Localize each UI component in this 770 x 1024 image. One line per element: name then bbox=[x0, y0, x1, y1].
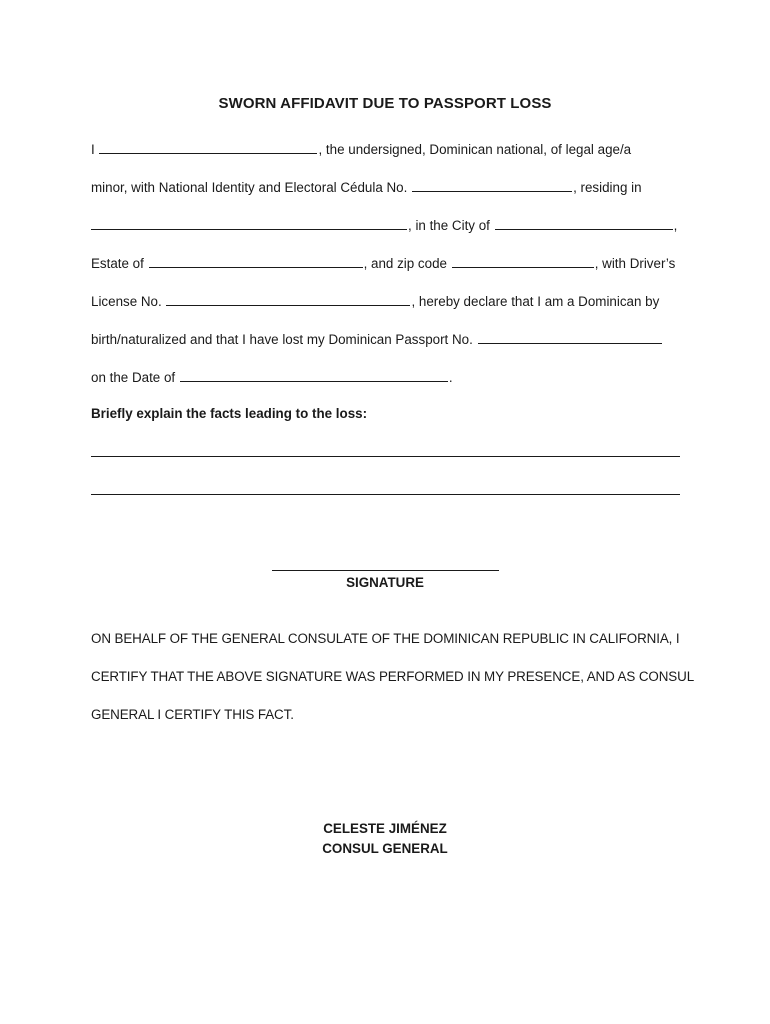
explanation-line-1[interactable] bbox=[91, 456, 680, 457]
date-line bbox=[91, 367, 453, 385]
cedula-line bbox=[91, 177, 642, 195]
date-suffix: . bbox=[448, 370, 453, 385]
consul-name: CELESTE JIMÉNEZ bbox=[323, 821, 447, 836]
address-line bbox=[91, 215, 677, 233]
state-label: Estate of bbox=[91, 256, 144, 271]
city-field[interactable] bbox=[495, 215, 673, 230]
state-line bbox=[91, 253, 675, 271]
consul-title: CONSUL GENERAL bbox=[322, 841, 448, 856]
drivers-label: , with Driver’s bbox=[594, 256, 676, 271]
document-title: SWORN AFFIDAVIT DUE TO PASSPORT LOSS bbox=[218, 95, 552, 112]
explanation-line-2[interactable] bbox=[91, 494, 680, 495]
license-suffix: , hereby declare that I am a Dominican by bbox=[411, 294, 660, 309]
certification-line-1: ON BEHALF OF THE GENERAL CONSULATE OF THE DOMINICAN REPUBLIC IN CALIFORNIA, I bbox=[91, 631, 680, 646]
city-label: , in the City of bbox=[408, 218, 490, 233]
certification-line-3: GENERAL I CERTIFY THIS FACT. bbox=[91, 707, 294, 722]
license-field[interactable] bbox=[166, 291, 410, 306]
date-label: on the Date of bbox=[91, 370, 176, 385]
signature-line[interactable] bbox=[272, 570, 499, 571]
signature-label: SIGNATURE bbox=[346, 575, 424, 590]
name-prefix: I bbox=[91, 142, 95, 157]
date-field[interactable] bbox=[180, 367, 448, 382]
cedula-field[interactable] bbox=[412, 177, 572, 192]
cedula-prefix: minor, with National Identity and Electoral Cédula No. bbox=[91, 180, 408, 195]
name-suffix: , the undersigned, Dominican national, of legal age/a bbox=[318, 142, 632, 157]
passport-line bbox=[91, 329, 663, 347]
license-line bbox=[91, 291, 659, 309]
state-field[interactable] bbox=[149, 253, 363, 268]
address-field[interactable] bbox=[91, 215, 407, 230]
zip-field[interactable] bbox=[452, 253, 594, 268]
zip-label: , and zip code bbox=[363, 256, 447, 271]
certification-line-2: CERTIFY THAT THE ABOVE SIGNATURE WAS PERFORMED IN MY PRESENCE, AND AS CONSUL bbox=[91, 669, 695, 684]
explain-heading: Briefly explain the facts leading to the loss: bbox=[91, 406, 368, 421]
name-field[interactable] bbox=[99, 139, 317, 154]
name-line bbox=[91, 139, 631, 157]
license-label: License No. bbox=[91, 294, 162, 309]
city-suffix: , bbox=[673, 218, 678, 233]
passport-label: birth/naturalized and that I have lost my Dominican Passport No. bbox=[91, 332, 473, 347]
cedula-suffix: , residing in bbox=[573, 180, 642, 195]
passport-field[interactable] bbox=[478, 329, 662, 344]
